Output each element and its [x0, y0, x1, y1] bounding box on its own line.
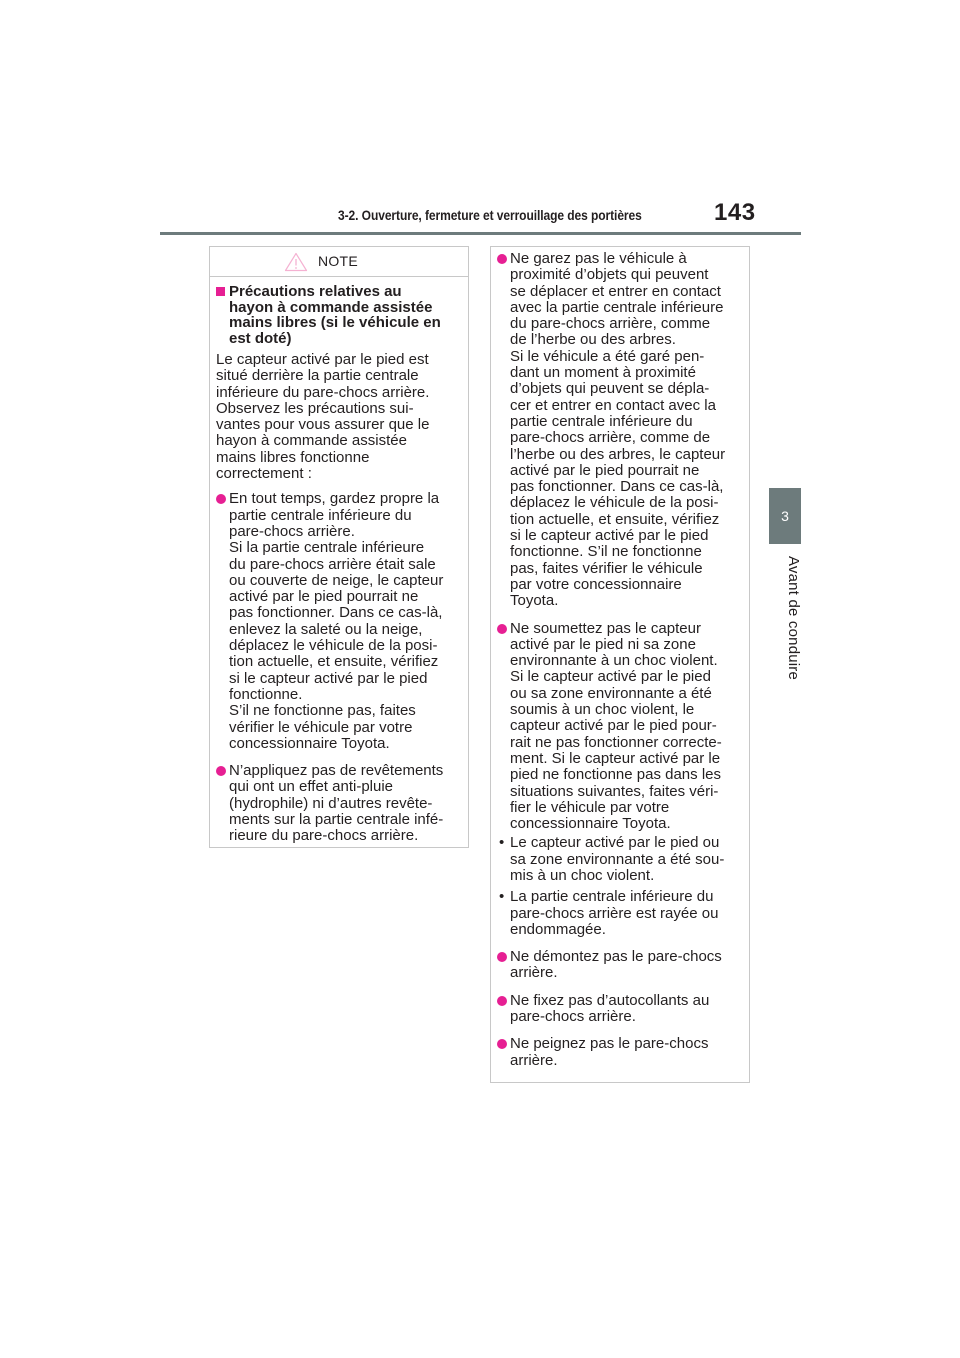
text-line: si le capteur activé par le pied	[229, 669, 428, 687]
text-line: ou couverte de neige, le capteur	[229, 571, 444, 589]
text-line: soumis à un choc violent, le	[510, 701, 695, 719]
text-line: N’appliquez pas de revêtements	[229, 762, 444, 780]
section-title: 3-2. Ouverture, fermeture et verrouillage des portières	[338, 207, 642, 223]
text-line: pas fonctionner. Dans ce cas-là,	[510, 478, 724, 496]
text-line: Si le capteur activé par le pied	[510, 668, 711, 686]
note-header	[210, 247, 468, 277]
note-content	[491, 247, 749, 1069]
text-line: Toyota.	[510, 592, 559, 610]
text-line: avec la partie centrale inférieure	[510, 298, 724, 316]
text-line: l’herbe ou des arbres, le capteur	[510, 445, 726, 463]
chapter-number: 3	[781, 508, 789, 524]
text-line: activé par le pied ni sa zone	[510, 635, 696, 653]
text-line: ment. Si le capteur activé par le	[510, 749, 721, 767]
section-heading	[216, 284, 461, 346]
text-line: Ne soumettez pas le capteur	[510, 619, 701, 637]
text-line: enlevez la saleté ou la neige,	[229, 620, 423, 638]
text-line: environnante à un choc violent.	[510, 652, 718, 670]
text-line: Ne démontez pas le pare-chocs	[510, 948, 722, 966]
sub-list-item	[497, 889, 742, 938]
heading-line: hayon à commande assistée	[229, 298, 433, 316]
text-line: correctement :	[216, 465, 312, 483]
text-line: pare-chocs arrière.	[229, 522, 355, 540]
text-line: pare-chocs arrière est rayée ou	[510, 904, 719, 922]
text-line: hayon à commande assistée	[216, 432, 407, 450]
text-line: activé par le pied pourrait ne	[229, 588, 419, 606]
note-box-right	[490, 246, 750, 1083]
text-line: rieure du pare-chocs arrière.	[229, 827, 419, 845]
list-item	[497, 621, 742, 833]
list-item	[216, 763, 461, 844]
text-line: d’objets qui peuvent se dépla-	[510, 380, 710, 398]
header-rule	[160, 232, 801, 235]
text-line: Si le véhicule a été garé pen-	[510, 347, 705, 365]
sub-bullet-marker: •	[499, 888, 505, 906]
chapter-label: Avant de conduire	[785, 556, 802, 681]
list-item	[497, 993, 742, 1026]
text-line: vérifier le véhicule par votre	[229, 718, 413, 736]
text-line: (hydrophile) ni d’autres revête-	[229, 794, 433, 812]
text-line: Si la partie centrale inférieure	[229, 539, 425, 557]
note-content	[210, 277, 468, 845]
circle-bullet-icon	[497, 1039, 507, 1049]
circle-bullet-icon	[216, 494, 226, 504]
page-number: 143	[714, 199, 756, 226]
text-line: pare-chocs arrière, comme de	[510, 429, 711, 447]
text-line: déplacez le véhicule de la posi-	[229, 637, 438, 655]
text-line: ments sur la partie centrale infé-	[229, 811, 444, 829]
text-line: rait ne pas fonctionner correcte-	[510, 733, 722, 751]
text-line: situé derrière la partie centrale	[216, 367, 419, 385]
note-box-left	[209, 246, 469, 848]
text-line: S’il ne fonctionne pas, faites	[229, 702, 416, 720]
text-line: La partie centrale inférieure du	[510, 888, 714, 906]
text-line: situations suivantes, faites véri-	[510, 782, 719, 800]
text-line: pare-chocs arrière.	[510, 1008, 636, 1026]
heading-line: mains libres (si le véhicule en	[229, 314, 441, 331]
text-line: Le capteur activé par le pied est	[216, 351, 429, 368]
circle-bullet-icon	[497, 952, 507, 962]
text-line: concessionnaire Toyota.	[510, 815, 671, 833]
text-line: Ne fixez pas d’autocollants au	[510, 991, 710, 1009]
text-line: Ne peignez pas le pare-chocs	[510, 1035, 709, 1053]
text-line: En tout temps, gardez propre la	[229, 490, 440, 508]
text-line: pied ne fonctionne pas dans les	[510, 766, 721, 784]
text-line: pas, faites vérifier le véhicule	[510, 559, 703, 577]
text-line: ou sa zone environnante a été	[510, 684, 712, 702]
text-line: si le capteur activé par le pied	[510, 527, 709, 545]
list-item	[497, 251, 742, 610]
text-line: activé par le pied pourrait ne	[510, 461, 700, 479]
text-line: fonctionne.	[229, 685, 303, 703]
text-line: Ne garez pas le véhicule à	[510, 250, 687, 267]
text-line: de l’herbe ou des arbres.	[510, 331, 676, 349]
note-label: NOTE	[317, 253, 359, 270]
text-line: Observez les précautions sui-	[216, 399, 414, 417]
text-line: endommagée.	[510, 920, 606, 938]
text-line: Le capteur activé par le pied ou	[510, 834, 720, 852]
circle-bullet-icon	[497, 996, 507, 1006]
chapter-tab[interactable]	[769, 488, 801, 544]
text-line: fonctionne. S’il ne fonctionne	[510, 543, 702, 561]
text-line: tion actuelle, et ensuite, vérifiez	[229, 653, 439, 671]
text-line: qui ont un effet anti-pluie	[229, 778, 394, 796]
text-line: mis à un choc violent.	[510, 866, 655, 884]
text-line: déplacez le véhicule de la posi-	[510, 494, 719, 512]
text-line: cer et entrer en contact avec la	[510, 396, 716, 414]
text-line: tion actuelle, et ensuite, vérifiez	[510, 510, 720, 528]
sub-list-item	[497, 835, 742, 884]
text-line: vantes pour vous assurer que le	[216, 416, 430, 434]
list-item	[497, 1036, 742, 1069]
list-item	[216, 491, 461, 752]
heading-line: Précautions relatives au	[229, 283, 402, 300]
text-line: partie centrale inférieure du	[229, 506, 412, 524]
text-line: inférieure du pare-chocs arrière.	[216, 383, 430, 401]
text-line: arrière.	[510, 1051, 558, 1069]
text-line: du pare-chocs arrière, comme	[510, 315, 711, 333]
text-line: partie centrale inférieure du	[510, 412, 693, 430]
text-line: arrière.	[510, 964, 558, 982]
list-item	[497, 949, 742, 982]
text-line: capteur activé par le pied pour-	[510, 717, 717, 735]
text-line: sa zone environnante a été sou-	[510, 850, 725, 868]
text-line: mains libres fonctionne	[216, 448, 370, 466]
text-line: du pare-chocs arrière était sale	[229, 555, 436, 573]
circle-bullet-icon	[216, 766, 226, 776]
square-bullet-icon	[216, 287, 225, 296]
warning-triangle-icon	[284, 252, 308, 272]
circle-bullet-icon	[497, 254, 507, 264]
text-line: dant un moment à proximité	[510, 364, 696, 382]
intro-paragraph	[216, 352, 461, 482]
text-line: proximité d’objets qui peuvent	[510, 266, 709, 284]
text-line: se déplacer et entrer en contact	[510, 282, 721, 300]
text-line: par votre concessionnaire	[510, 575, 682, 593]
text-line: pas fonctionner. Dans ce cas-là,	[229, 604, 443, 622]
text-line: fier le véhicule par votre	[510, 798, 670, 816]
circle-bullet-icon	[497, 624, 507, 634]
text-line: concessionnaire Toyota.	[229, 734, 390, 752]
heading-line: est doté)	[229, 329, 292, 347]
sub-bullet-marker: •	[499, 834, 505, 852]
